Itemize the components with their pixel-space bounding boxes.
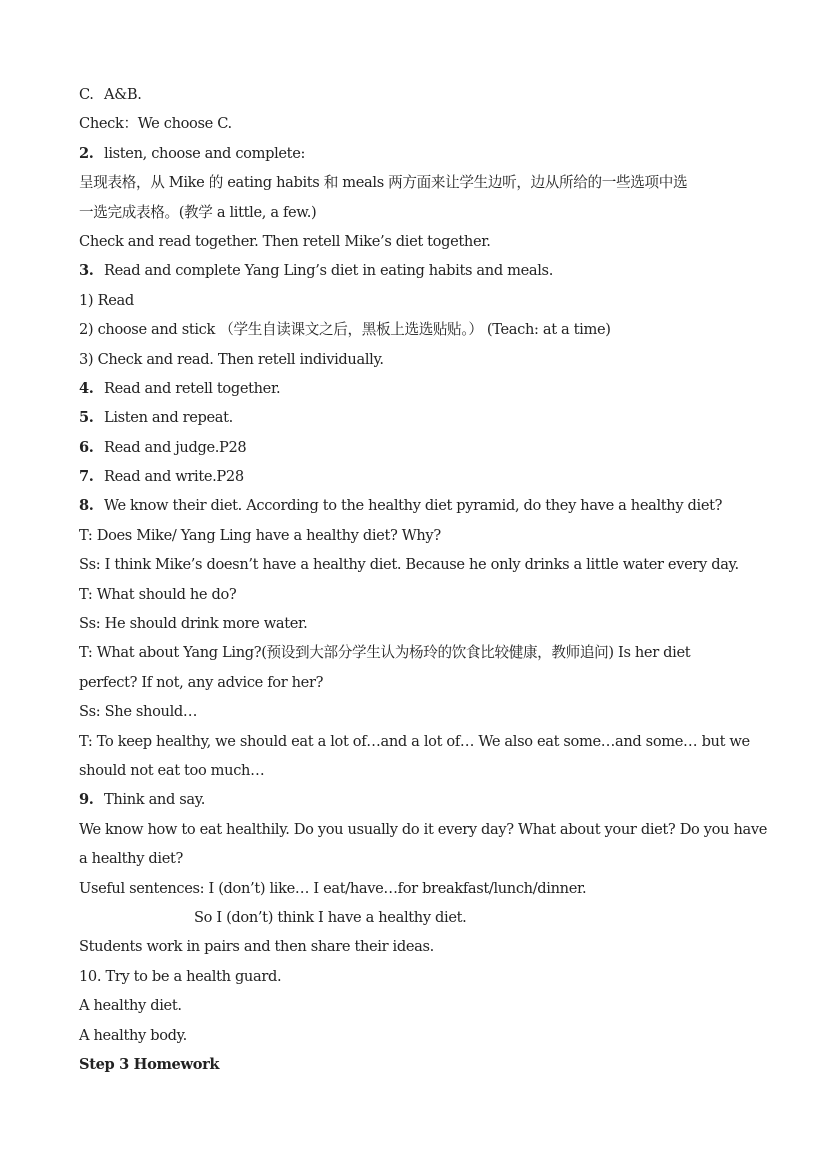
text-line: A healthy body. [79,1026,187,1044]
step-number: 9. [79,791,94,809]
step-text: Read and judge.P28 [104,438,247,456]
step-text: Read and retell together. [104,379,281,397]
numbered-step-3 [79,256,751,285]
numbered-step-8 [79,491,751,520]
dialogue-line: Ss: She should… [79,703,198,721]
step-text: We know their diet. According to the healthy diet pyramid, do they have a healthy diet? [104,497,723,515]
numbered-step-4 [79,374,751,403]
step-number: 5. [79,409,94,427]
step-text: Read and complete Yang Ling’s diet in eating habits and meals. [104,262,553,280]
step-number: 2. [79,144,94,162]
text-line-indented: So I (don’t) think I have a healthy diet. [194,908,467,926]
step-number: 6. [79,438,94,456]
step-text: Read and write.P28 [104,468,244,486]
dialogue-line: perfect? If not, any advice for her? [79,673,324,691]
option-text: A&B. [104,86,142,103]
numbered-step-6 [79,433,751,462]
dialogue-line: T: What about Yang Ling?(预设到大部分学生认为杨玲的饮食比较健康，教师追问) Is her diet [79,644,691,662]
dialogue-line: Ss: He should drink more water. [79,615,308,633]
text-line: 呈现表格，从 Mike 的 eating habits 和 meals 两方面来让学生边听，边从所给的一些选项中选 [79,174,688,192]
step-number: 8. [79,497,94,515]
text-line: Check and read together. Then retell Mike’s diet together. [79,232,491,250]
numbered-step-9 [79,785,751,814]
text-line: Students work in pairs and then share their ideas. [79,938,434,956]
dialogue-line: T: Does Mike/ Yang Ling have a healthy diet? Why? [79,526,441,544]
text-line: Check：We choose C. [79,115,232,133]
numbered-step-2 [79,139,751,168]
text-line: Useful sentences: I (don’t) like… I eat/have…for breakfast/lunch/dinner. [79,879,587,897]
step-text: Listen and repeat. [104,409,233,427]
numbered-step-5 [79,403,751,432]
text-line: 3) Check and read. Then retell individually. [79,350,384,368]
text-line: a healthy diet? [79,850,183,868]
step-number: 3. [79,262,94,280]
option-c [79,80,751,109]
step-text: Think and say. [104,791,205,809]
step-number: 4. [79,379,94,397]
step-text: listen, choose and complete: [104,144,306,162]
dialogue-line: T: What should he do? [79,585,237,603]
numbered-step-7 [79,462,751,491]
text-line: We know how to eat healthily. Do you usually do it every day? What about your diet? Do you have [79,820,768,838]
text-line: 1) Read [79,291,134,309]
step-number: 7. [79,468,94,486]
dialogue-line: should not eat too much… [79,761,265,779]
document-page [79,80,768,1079]
text-line: 2) choose and stick （学生自读课文之后，黑板上选选贴贴。） (Teach: at a time) [79,321,611,339]
dialogue-line: Ss: I think Mike’s doesn’t have a healthy diet. Because he only drinks a little water every day. [79,556,739,574]
option-label: C. [79,86,94,103]
dialogue-line: T: To keep healthy, we should eat a lot of…and a lot of… We also eat some…and some… but we [79,732,750,750]
text-line: 10. Try to be a health guard. [79,967,282,985]
text-line: 一选完成表格。(教学 a little, a few.) [79,203,317,221]
section-heading: Step 3 Homework [79,1055,220,1073]
text-line: A healthy diet. [79,997,182,1015]
